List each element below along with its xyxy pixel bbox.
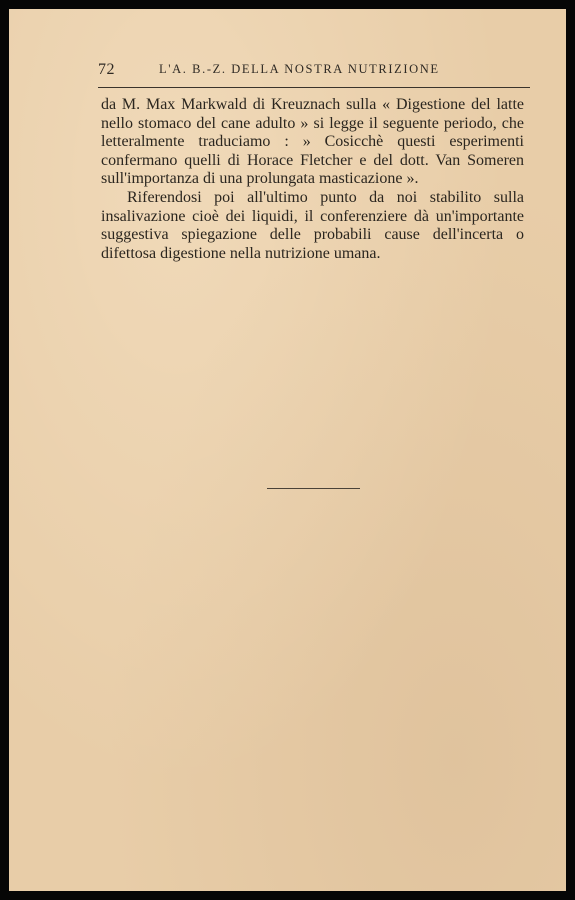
running-title: L'A. B.-Z. DELLA NOSTRA NUTRIZIONE — [159, 62, 440, 76]
page-header — [98, 61, 530, 81]
page-number: 72 — [98, 61, 115, 78]
header-rule — [98, 87, 530, 88]
book-page — [9, 9, 566, 891]
paragraph-continued: da M. Max Markwald di Kreuznach sulla « Digestione del latte nello stomaco del cane adulto » si legge il seguente periodo, che letteralmente traduciamo : » Cosicchè questi esperimenti confermano quelli di Horace Fletcher e del dott. Van Someren sull'importanza di una prolungata masticazione ». — [101, 96, 524, 188]
section-end-rule — [267, 488, 360, 489]
paragraph: Riferendosi poi all'ultimo punto da noi stabilito sulla insalivazione cioè dei liquidi, il conferenziere dà un'importante suggestiva spiegazione delle probabili cause dell'incerta o difettosa digestione nella nutrizione umana. — [101, 188, 524, 262]
body-text — [101, 96, 524, 263]
